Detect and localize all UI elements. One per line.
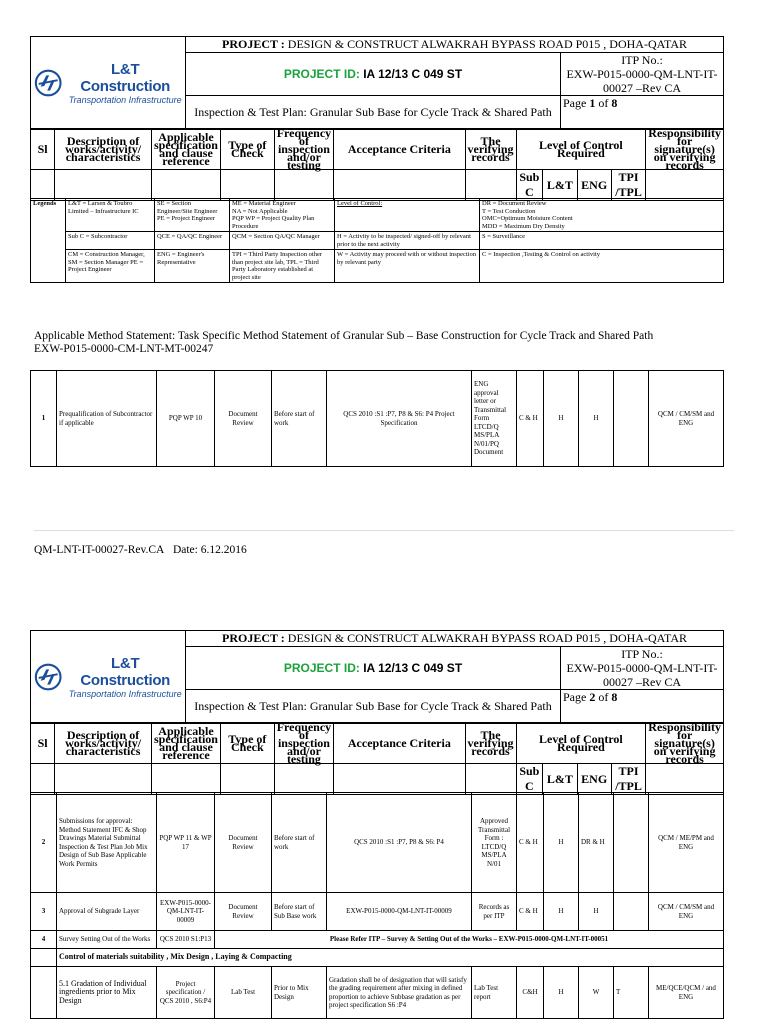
legend-title: Legends [31,199,66,283]
logo-title: L&T Construction [80,655,171,689]
col-level: Level of Control Required [516,723,646,764]
legend-eng: ENG = Engineer's Representative [155,250,230,283]
col-freq: Frequency of inspection and/or testing [274,129,333,170]
legend-tpi: TPI = Third Party Inspection other than project site lab, TPL = Third Party Laboratory established at project site [230,250,335,283]
col-tpi: TPI /TPL [611,170,645,201]
col-spec: Applicable specification and clause reference [151,723,220,764]
table-row: 3 Approval of Subgrade Layer EXW-P015-0000-QM-LNT-IT-00009 Document Review Before start of Sub Base work EXW-P015-0000-QM-LNT-IT-00009 Records as per ITP C & H H H QCM / CM/SM and ENG [31,893,724,931]
project-id: PROJECT ID: IA 12/13 C 049 ST [186,647,561,690]
page-indicator: Page 2 of 8 [561,690,724,724]
col-records: The verifying records [465,129,516,170]
table-row: 5.1 Gradation of Individual ingredients prior to Mix Design Project specification / QCS 2010 , S6:P4 Lab Test Prior to Mix Design Gradation shall be of designation that will satisfy the grading requirement after mixing in defined proportion to achieve Subbase gradation as per project specification S6 :P4 Lab Test report C&H H W T ME/QCE/QCM / and ENG [31,967,724,1019]
col-criteria: Acceptance Criteria [334,723,465,764]
col-lt: L&T [543,764,577,795]
col-sl: Sl [31,129,55,170]
project-title: PROJECT : DESIGN & CONSTRUCT ALWAKRAH BYPASS ROAD P015 , DOHA-QATAR [186,37,724,53]
company-logo [33,655,183,699]
itp-rows-page2 [30,792,724,1019]
col-lt: L&T [543,170,577,201]
col-records: The verifying records [465,723,516,764]
logo-subtitle: Transportation Infrastructure [68,689,182,699]
table-row: 1 Prequalification of Subcontractor if applicable PQP WP 10 Document Review Before start of work QCS 2010 :S1 :P7, P8 & S6: P4 Project Specification ENG approval letter or Transmittal Form LTCD/Q MS/PLA N/01/PQ Document C & H H H QCM / CM/SM and ENG [31,371,724,467]
legend-qcm: QCM = Section QA/QC Manager [230,232,335,250]
section-title-row: Control of materials suitability , Mix Design , Laying & Compacting [31,949,724,967]
logo-cell [31,37,186,130]
legend-se-pe: SE = Section Engineer/Site Engineer PE = Project Engineer [155,199,230,232]
itp-header-page2 [30,630,724,724]
itp-header-page1 [30,36,724,130]
legend-me-na: ME = Material Engineer NA = Not Applicable PQP WP = Project Quality Plan Procedure [230,199,335,232]
col-freq: Frequency of inspection and/or testing [274,723,333,764]
page-separator [34,530,734,531]
col-subc: Sub C [516,170,543,201]
lt-logo-icon [33,661,63,693]
legend-lt: L&T = Larsen & Toubro Limited – Infrastructure IC [66,199,155,232]
page-indicator: Page 1 of 8 [561,96,724,130]
itp-number: ITP No.: EXW-P015-0000-QM-LNT-IT-00027 –Rev CA [561,53,724,96]
column-header-page2 [30,722,724,795]
logo-title: L&T Construction [80,61,171,95]
project-id: PROJECT ID: IA 12/13 C 049 ST [186,53,561,96]
lt-logo-icon [33,67,63,99]
col-subc: Sub C [516,764,543,795]
page-footer: QM-LNT-IT-00027-Rev.CA Date: 6.12.2016 [34,544,247,556]
itp-number: ITP No.: EXW-P015-0000-QM-LNT-IT-00027 –Rev CA [561,647,724,690]
legend-c: C = Inspection ,Testing & Control on activity [480,250,724,283]
column-header-page1 [30,128,724,201]
itp-title: Inspection & Test Plan: Granular Sub Base for Cycle Track & Shared Path [186,690,561,724]
legend-table [30,198,724,283]
logo-subtitle: Transportation Infrastructure [68,95,182,105]
col-type: Type of Check [220,129,274,170]
itp-rows-page1 [30,370,724,467]
legend-subc: Sub C = Subcontractor [66,232,155,250]
legend-h: H = Activity to be inspected/ signed-off by relevant prior to the next activity [335,232,480,250]
col-type: Type of Check [220,723,274,764]
table-row: 2 Submissions for approval: Method Statement IFC & Shop Drawings Material Submittal Inspection & Test Plan Job Mix Design of Sub Base Applicable Work Permits PQP WP 11 & WP 17 Document Review Before start of work QCS 2010 :S1 :P7, P8 & S6: P4 Approved Transmittal Form : LTCD/Q MS/PLA N/01 C & H H DR & H QCM / ME/PM and ENG [31,793,724,893]
logo-cell [31,631,186,724]
legend-dr: DR = Document Review T = Test Conduction OMC=Optimum Moisture Content MDD = Maximum Dry Density [480,199,724,232]
col-eng: ENG [577,170,611,201]
company-logo [33,61,183,105]
legend-cm: CM = Construction Manager, SM = Section Manager PE = Project Engineer [66,250,155,283]
legend-qce: QCE = QA/QC Engineer [155,232,230,250]
legend-loc: Level of Control: [335,199,480,232]
col-desc: Description of works/activity/ characteristics [55,129,152,170]
col-desc: Description of works/activity/ characteristics [55,723,152,764]
col-tpi: TPI /TPL [611,764,645,795]
col-spec: Applicable specification and clause reference [151,129,220,170]
col-resp: Responsibility for signature(s) on verifying records [646,723,724,764]
col-criteria: Acceptance Criteria [334,129,465,170]
legend-w: W = Activity may proceed with or without inspection by relevant party [335,250,480,283]
col-level: Level of Control Required [516,129,646,170]
col-eng: ENG [577,764,611,795]
method-statement: Applicable Method Statement: Task Specific Method Statement of Granular Sub – Base Construction for Cycle Track and Shared Path EXW-P015-0000-CM-LNT-MT-00247 [34,330,654,355]
legend-s: S = Surveillance [480,232,724,250]
table-row: 4 Survey Setting Out of the Works QCS 2010 S1:P13 Please Refer ITP – Survey & Setting Out of the Works – EXW-P015-0000-QM-LNT-IT-00051 [31,931,724,949]
project-title: PROJECT : DESIGN & CONSTRUCT ALWAKRAH BYPASS ROAD P015 , DOHA-QATAR [186,631,724,647]
col-resp: Responsibility for signature(s) on verifying records [646,129,724,170]
itp-title: Inspection & Test Plan: Granular Sub Base for Cycle Track & Shared Path [186,96,561,130]
col-sl: Sl [31,723,55,764]
